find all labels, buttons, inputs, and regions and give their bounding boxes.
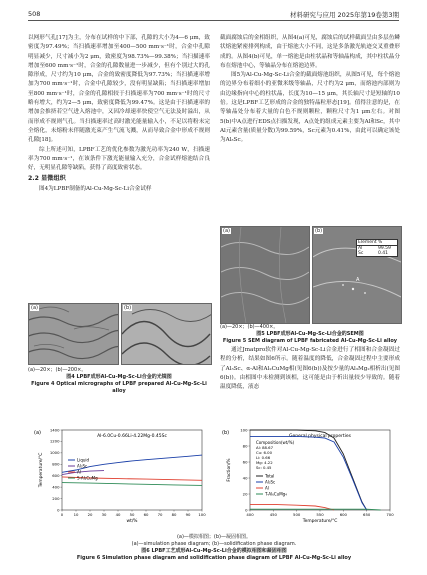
y-tick-label: 0 <box>57 507 60 513</box>
legend-label: Total <box>265 473 275 479</box>
y-tick-label: 60 <box>242 459 248 465</box>
paragraph: 以网形气孔[17]为主，分布在试样的中下部，孔隙的大小为4—6 μm，致密度为97.49%；当扫描速率增加至400—500 mm·s⁻¹时，合金中孔隙明显减少，尺寸减小为2 μm，致密度为98.73%—99.38%；当扫描速率增加至600 mm·s⁻¹时，合金的孔隙数量进一步减少，但有个别过大的孔隙形成，尺寸约为10 μm，合金的致密度降低为97.73%；当扫描速率增加为700 mm·s⁻¹时，合金中孔隙较少，没有明显缺陷；当扫描速率增加至800 mm·s⁻¹时，合金的孔隙相较于扫描速率为700 mm·s⁻¹时的尺寸略有增大，约为2—5 μm，致密度降低为99.47%。这是由于扫描速率的增加会推挤若空气进入熔池中，又因冷却速率快使空气无法及时溢出，从而形成不规则气孔。当扫描速率过高时激光能量输入小，不足以将粉末完全熔化，未熔粉末伴随激光束产生气流飞溅，从而导致合金中形成不规则孔隙[18]。 <box>28 35 210 144</box>
section-heading: 2.2 显微组织 <box>28 175 66 183</box>
paragraph: 截面腐蚀后的金相组织，从图4(a)可见，腐蚀后的试样截面呈由多层鱼鳞状熔池紧密排列构成，由于熔池大小不同，这是多条激光轨迹交叉重叠形成的。从图4(b)可见，单一熔池是由柱状晶和等轴晶构成，其中柱状晶分布在熔池中心，等轴晶分布在熔池边界。 <box>220 35 400 69</box>
x-tick-label: 600 <box>339 512 347 517</box>
panel-label: (a) <box>223 228 230 234</box>
legend-label: Al₃Sc <box>77 463 88 469</box>
phase-diagrams <box>28 420 400 530</box>
chart-title: Al-6.0Cu-0.66Li-4.22Mg-0.45Sc <box>97 434 167 439</box>
figure-caption-en: Figure 5 SEM diagram of LPBF fabricated Al-Cu-Mg-Sc-Li alloy <box>222 338 398 344</box>
x-tick-label: 450 <box>269 512 277 517</box>
page-number: 508 <box>28 10 41 18</box>
figure-5 <box>220 226 400 345</box>
y-tick-label: 200 <box>52 495 60 501</box>
plot-area <box>62 430 202 510</box>
figure-sublabel-cn: (a)—模拟相图；(b)—凝固相图。 <box>176 534 252 540</box>
figure-4 <box>28 303 210 395</box>
panel-label: (a) <box>34 430 41 436</box>
y-tick-label: 400 <box>52 484 60 490</box>
eds-cell: Sc <box>358 251 364 256</box>
y-tick-label: 800 <box>52 461 60 467</box>
eds-header-cell: % <box>378 240 383 245</box>
x-tick-label: 10 <box>73 512 79 517</box>
panel-label: (b) <box>315 228 323 234</box>
journal-title: 材料研究与应用 2025年第19卷第3期 <box>289 11 399 19</box>
figure-sublabel: (a)—20×；(b)—400×。 <box>220 324 279 330</box>
right-column-continued <box>220 346 400 392</box>
figure-caption-en: Figure 6 Simulation phase diagram and solidification phase diagram of LPBF Al-Cu-Mg-Sc-Li alloy <box>76 555 352 561</box>
x-tick-label: 30 <box>101 512 107 517</box>
x-tick-label: 500 <box>293 512 301 517</box>
legend-label: Liquid <box>77 457 90 463</box>
figure-caption-cn: 图6 LPBF工艺成形Al-Cu-Mg-Sc-Li合金的模拟相图和凝固相图 <box>141 548 287 554</box>
y-axis-label: Fraction/% <box>227 458 232 482</box>
x-tick-label: 60 <box>143 512 149 517</box>
eds-cell: 0.41 <box>378 251 389 256</box>
y-tick-label: 100 <box>240 427 248 433</box>
x-tick-label: 40 <box>115 512 121 517</box>
x-axis-label: Temperature/°C <box>302 519 338 524</box>
page-header <box>28 8 399 21</box>
composition-item: Mg: 4.22 <box>256 460 273 465</box>
x-tick-label: 550 <box>316 512 324 517</box>
micrograph-200x <box>121 303 212 365</box>
y-tick-label: 1000 <box>49 450 60 456</box>
eds-header-cell: Element <box>358 240 377 245</box>
composition-item: Cu: 6.00 <box>256 450 272 455</box>
x-tick-label: 650 <box>363 512 371 517</box>
y-tick-label: 80 <box>242 443 248 449</box>
sem-image-20x <box>220 226 310 324</box>
figure-sublabel-en: (a)—simulation phase diagram; (b)—solidification phase diagram. <box>131 541 297 547</box>
figure-caption-cn: 图4 LPBF成形Al-Cu-Mg-Sc-Li合金的光镜图 <box>66 374 172 380</box>
point-a-label: A <box>356 277 360 283</box>
figure-sublabel: (a)—20×；(b)—200×。 <box>28 367 87 373</box>
x-tick-label: 700 <box>386 512 394 517</box>
y-tick-label: 1200 <box>49 438 60 444</box>
x-tick-label: 90 <box>185 512 191 517</box>
eds-table <box>356 239 398 257</box>
right-column <box>220 34 400 146</box>
x-tick-label: 0 <box>60 512 64 517</box>
composition-item: Sc: 0.45 <box>256 465 272 470</box>
x-tick-label: 50 <box>129 512 135 517</box>
sem-image-400x <box>312 226 402 324</box>
eds-cell: Al <box>358 246 363 251</box>
x-tick-label: 100 <box>198 512 206 517</box>
left-column <box>28 34 210 194</box>
y-tick-label: 20 <box>242 491 248 497</box>
paragraph: 通过Jmatpro软件对Al-Cu-Mg-Sc-Li合金进行了相图和合金凝固过程的分析，结果如图6所示。随着温度的降低，合金凝固过程中主要形成了Al₃Sc、α-Al和Al₂CuMg相(见图6(b))及按少量的Al₃Mg₂相析出(见图6(b))。由相图中未检测到该相，这可能是由于析出量较少导致的。随着温度降低，液态 <box>220 347 400 391</box>
micrograph-20x <box>28 303 119 365</box>
paragraph: 综上所述可知，LPBF工艺的优化参数为激光功率为240 W，扫描速率为700 mm·s⁻¹，在该条件下激光能量输入充分，合金试样熔池结合良好，无明显孔隙等缺陷，获得了高度致密状态。 <box>28 146 210 172</box>
figure-caption-en: Figure 4 Optical micrographs of LPBF prepared Al-Cu-Mg-Sc-Li alloy <box>31 381 207 394</box>
panel-label: (b) <box>124 305 132 311</box>
x-tick-label: 70 <box>157 512 163 517</box>
y-tick-label: 1400 <box>49 427 60 433</box>
paragraph: 图4为LPBF制备的Al-Cu-Mg-Sc-Li合金试样 <box>39 185 152 192</box>
x-tick-label: 20 <box>87 512 93 517</box>
y-tick-label: 40 <box>242 475 248 481</box>
eds-cell: 99.59 <box>378 246 391 251</box>
figure-6 <box>28 420 400 562</box>
legend-label: Al₃Sc <box>265 479 276 485</box>
composition-item: Li: 0.66 <box>256 455 271 460</box>
x-tick-label: 80 <box>171 512 177 517</box>
figure-caption-cn: 图5 LPBF成形Al-Cu-Mg-Sc-Li合金的SEM图 <box>256 331 364 337</box>
panel-label: (b) <box>222 430 230 436</box>
panel-label: (a) <box>31 305 38 311</box>
y-tick-label: 0 <box>245 507 248 513</box>
composition-item: Al: 88.67 <box>256 445 274 450</box>
x-axis-label: wt/% <box>126 519 138 524</box>
chart-title: General physical properties <box>288 434 352 439</box>
legend-label: S-Al₂CuMg <box>77 475 98 481</box>
paragraph: 图5为Al-Cu-Mg-Sc-Li合金的截面熔池组织，从图5可见，每个熔池的边界分布着细小的亚微米级等轴晶，尺寸约为2 μm，而熔池内部则为由边缘指向中心的柱状晶，长度为10—15 μm，其长轴尺寸是短轴的10倍。这是LPBF工艺形成的合金的独特晶粒形态[19]。值得注意的是，在等轴晶处分布着大量的白色不规则颗粒，颗粒尺寸为1 μm左右。对图5(b)中A点进行EDS点扫描发现，A点处的组成元素主要为Al和Sc，其中Al元素含量(质量分数)为99.59%，Sc元素为0.41%，由此可以确定该处为Al₃Sc。 <box>220 72 400 144</box>
x-tick-label: 400 <box>246 512 254 517</box>
composition-header: Composition(wt/%) <box>256 440 295 445</box>
legend-label: Al <box>77 469 81 475</box>
legend-label: T-Al₆CuMg₄ <box>265 491 287 497</box>
y-tick-label: 600 <box>52 473 60 479</box>
legend-label: Al <box>265 485 269 491</box>
eds-row <box>357 251 397 256</box>
y-axis-label: Temperature/°C <box>39 452 44 488</box>
